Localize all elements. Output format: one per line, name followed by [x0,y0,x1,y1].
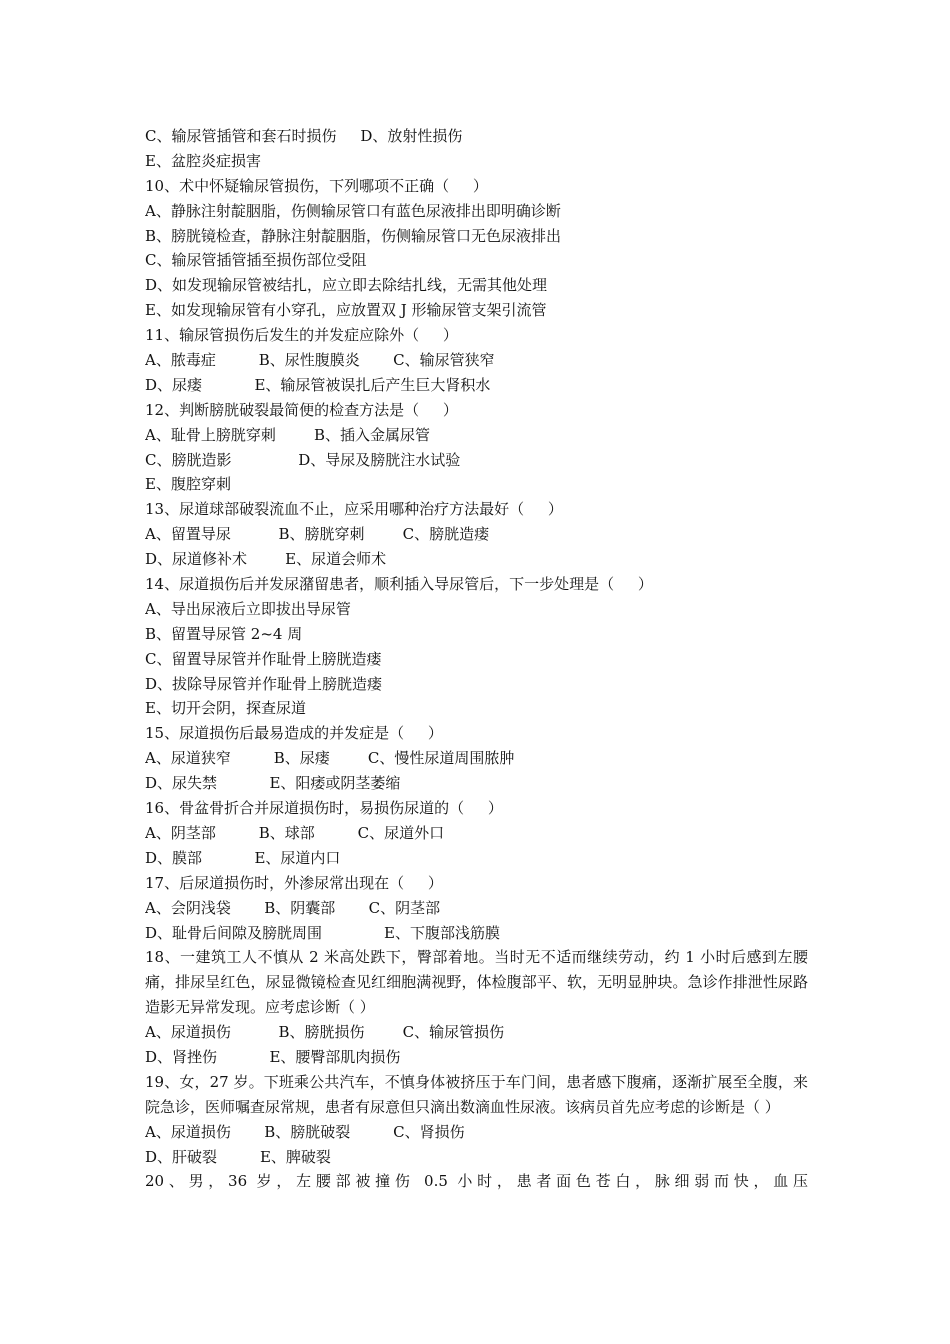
text-line: E、盆腔炎症损害 [145,151,261,170]
text-line: D、拔除导尿管并作耻骨上膀胱造瘘 [145,674,383,693]
question-list [145,124,808,1194]
text-line: B、膀胱镜检查，静脉注射靛胭脂，伤侧输尿管口无色尿液排出 [145,226,562,245]
question-18-stem: 18、一建筑工人不慎从 2 米高处跌下，臀部着地。当时无不适而继续劳动，约 1 小时后感到左腰痛，排尿呈红色，尿显微镜检查见红细胞满视野，体检腹部平、软，无明显肿块。急诊作排泄性尿路造影无异常发现。应考虑诊断（ ） [145,948,808,1017]
text-line: A、尿道狭窄 B、尿瘘 C、慢性尿道周围脓肿 [145,749,515,768]
text-line: D、尿失禁 E、阳痿或阴茎萎缩 [145,774,401,793]
text-line: A、静脉注射靛胭脂，伤侧输尿管口有蓝色尿液排出即明确诊断 [145,201,561,220]
text-line: D、膜部 E、尿道内口 [145,848,341,867]
text-line: 10、术中怀疑输尿管损伤，下列哪项不正确（ ） [145,176,488,195]
text-line: 13、尿道球部破裂流血不止，应采用哪种治疗方法最好（ ） [145,500,563,519]
text-line: D、如发现输尿管被结扎，应立即去除结扎线，无需其他处理 [145,276,548,295]
text-line: E、切开会阴，探查尿道 [145,699,306,718]
text-line: 14、尿道损伤后并发尿潴留患者，顺利插入导尿管后，下一步处理是（ ） [145,575,653,594]
question-19-options-row-1: A、尿道损伤 B、膀胱破裂 C、肾损伤 [145,1122,465,1141]
text-line: 11、输尿管损伤后发生的并发症应除外（ ） [145,326,458,345]
text-line: 16、骨盆骨折合并尿道损伤时，易损伤尿道的（ ） [145,799,503,818]
text-line: D、尿瘘 E、输尿管被误扎后产生巨大肾积水 [145,375,491,394]
text-line: A、会阴浅袋 B、阴囊部 C、阴茎部 [145,898,441,917]
text-line: A、导出尿液后立即拔出导尿管 [145,599,351,618]
text-line: C、输尿管插管和套石时损伤 D、放射性损伤 [145,127,463,145]
text-line: A、耻骨上膀胱穿刺 B、插入金属尿管 [145,425,431,444]
question-19-options-row-2: D、肝破裂 E、脾破裂 [145,1147,331,1166]
text-line: 15、尿道损伤后最易造成的并发症是（ ） [145,724,443,743]
question-20-stem: 20、男，36 岁，左腰部被撞伤 0.5 小时，患者面色苍白，脉细弱而快，血压 [145,1172,808,1191]
text-line: C、膀胱造影 D、导尿及膀胱注水试验 [145,450,461,469]
text-line: 17、后尿道损伤时，外渗尿常出现在（ ） [145,873,443,892]
text-line: A、留置导尿 B、膀胱穿刺 C、膀胱造瘘 [145,525,490,544]
text-line: A、阴茎部 B、球部 C、尿道外口 [145,823,445,842]
text-line: E、如发现输尿管有小穿孔，应放置双 J 形输尿管支架引流管 [145,301,547,320]
text-line: C、输尿管插管插至损伤部位受阻 [145,251,367,270]
text-line: E、腹腔穿刺 [145,475,231,494]
text-line: B、留置导尿管 2~4 周 [145,624,303,643]
question-18-options-row-1: A、尿道损伤 B、膀胱损伤 C、输尿管损伤 [145,1023,505,1042]
text-line: A、脓毒症 B、尿性腹膜炎 C、输尿管狭窄 [145,351,495,370]
text-line: 12、判断膀胱破裂最简便的检查方法是（ ） [145,400,458,419]
text-line: D、耻骨后间隙及膀胱周围 E、下腹部浅筋膜 [145,923,500,942]
text-line: C、留置导尿管并作耻骨上膀胱造瘘 [145,649,382,668]
question-19-stem: 19、女，27 岁。下班乘公共汽车，不慎身体被挤压于车门间，患者感下腹痛，逐渐扩展至全腹，来院急诊，医师嘱查尿常规，患者有尿意但只滴出数滴血性尿液。该病员首先应考虑的诊断是（ ） [145,1072,808,1116]
question-18-options-row-2: D、肾挫伤 E、腰臀部肌肉损伤 [145,1048,401,1066]
text-line: D、尿道修补术 E、尿道会师术 [145,550,387,569]
